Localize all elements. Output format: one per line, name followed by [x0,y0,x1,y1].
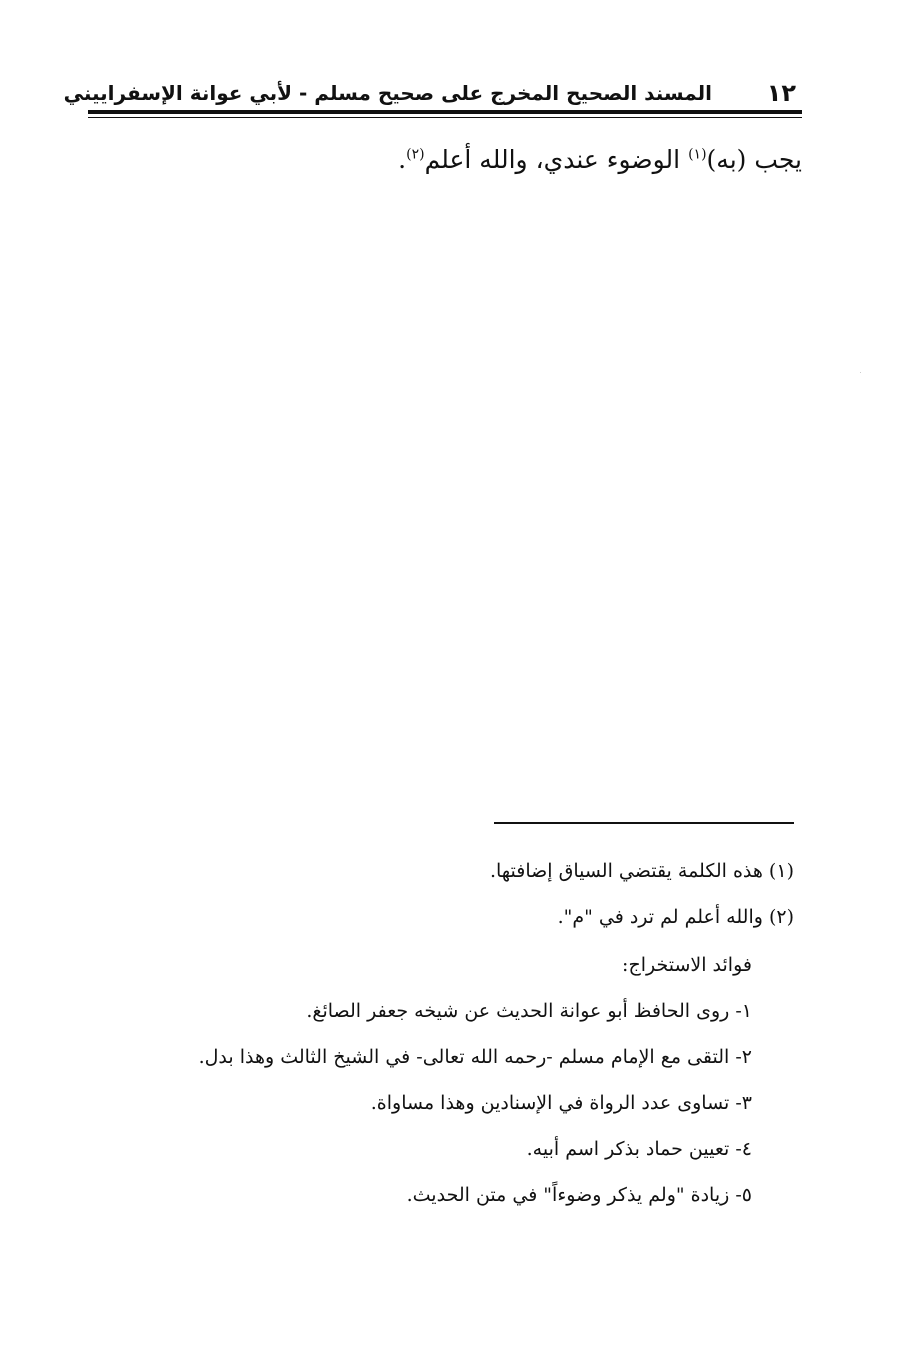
footnote-2: (٢) والله أعلم لم ترد في "م". [557,906,794,928]
page-number: ١٢ [766,79,796,107]
footnotes [154,848,794,940]
benefit-item-5: ٥- زيادة "ولم يذكر وضوءاً" في متن الحديث. [406,1184,752,1206]
footnote-ref-2: (٢) [406,146,425,163]
main-text-line [102,138,802,182]
footnote-ref-1: (١) [688,146,707,163]
header-rule-thick [88,110,802,114]
extraction-benefits [152,942,752,1218]
header-rule-thin [88,117,802,118]
footnote-separator [494,822,794,824]
main-text-part3: . [398,145,407,174]
benefit-item-2: ٢- التقى مع الإمام مسلم -رحمه الله تعالى- في الشيخ الثالث وهذا بدل. [198,1046,752,1068]
footnote-1: (١) هذه الكلمة يقتضي السياق إضافتها. [489,860,794,882]
running-title: المسند الصحيح المخرج على صحيح مسلم - لأبي عوانة الإسفراييني [63,81,712,105]
main-text-part2: الوضوء عندي، والله أعلم [424,145,689,174]
scan-speck [860,372,861,373]
main-text-part1: يجب (به) [706,145,802,174]
benefit-item-3: ٣- تساوى عدد الرواة في الإسنادين وهذا مساواة. [370,1092,752,1114]
benefit-item-1: ١- روى الحافظ أبو عوانة الحديث عن شيخه جعفر الصائغ. [306,1000,752,1022]
page-header [63,78,802,108]
benefit-item-4: ٤- تعيين حماد بذكر اسم أبيه. [526,1138,752,1160]
benefits-heading: فوائد الاستخراج: [622,954,752,976]
